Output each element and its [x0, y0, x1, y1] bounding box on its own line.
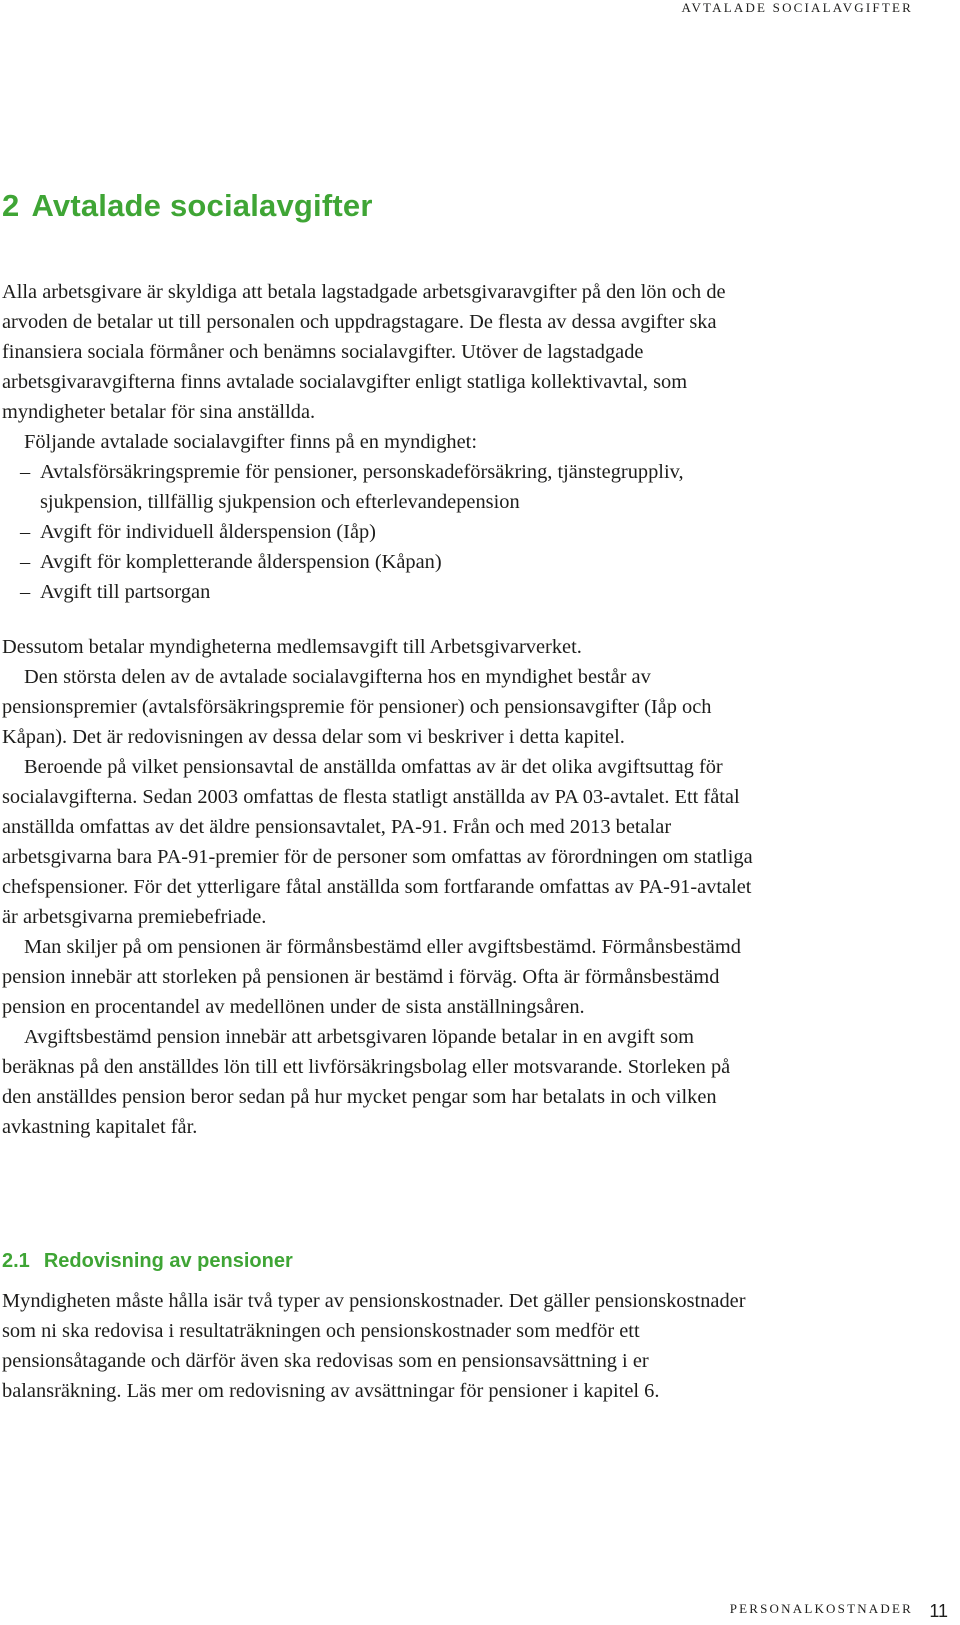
section-title [2, 1250, 293, 1273]
main-paragraph-2: Den största delen av de avtalade socialavgifterna hos en myndighet består av pensionspremier (avtalsförsäkringspremie för pensioner) och pensionsavgifter (Iåp och Kåpan). Det är redovisningen av dessa delar som vi beskriver i detta kapitel. [2, 666, 712, 748]
running-footer: PERSONALKOSTNADER [729, 1601, 913, 1616]
chapter-number: 2 [2, 188, 20, 223]
intro-paragraph-1: Alla arbetsgivare är skyldiga att betala lagstadgade arbetsgivaravgifter på den lön och de arvoden de betalar ut till personalen och uppdragstagare. De flesta av dessa avgifter ska finansiera sociala förmåner och benämns socialavgifter. Utöver de lagstadgade arbetsgivaravgifterna finns avtalade socialavgifter enligt statliga kollektivavtal, som myndigheter betalar för sina anställda. [2, 281, 726, 423]
section-block [2, 1286, 762, 1406]
main-paragraph-5: Avgiftsbestämd pension innebär att arbetsgivaren löpande betalar in en avgift som beräknas på den anställdes lön till ett livförsäkringsbolag eller motsvarande. Storleken på den anställdes pension beror sedan på hur mycket pengar som har betalats in och vilken avkastning kapitalet får. [2, 1026, 731, 1138]
list-item: – Avtalsförsäkringspremie för pensioner, personskadeförsäkring, tjänstegruppliv, sjukpension, tillfällig sjukpension och efterlevandepension [2, 457, 762, 517]
list-item: – Avgift till partsorgan [2, 577, 762, 607]
main-paragraph-1: Dessutom betalar myndigheterna medlemsavgift till Arbetsgivarverket. [2, 636, 582, 658]
intro-paragraph-2: Följande avtalade socialavgifter finns på en myndighet: [24, 431, 477, 453]
running-header: AVTALADE SOCIALAVGIFTER [681, 0, 913, 15]
main-paragraph-3: Beroende på vilket pensionsavtal de anställda omfattas av är det olika avgiftsuttag för socialavgifterna. Sedan 2003 omfattas de flesta statligt anställda av PA 03-avtalet. Ett fåtal anställda omfattas av det äldre pensionsavtalet, PA-91. Från och med 2013 betalar arbetsgivarna bara PA-91-premier för de personer som omfattas av förordningen om statliga chefspensioner. För det ytterligare fåtal anställda som fortfarande omfattas av PA-91-avtalet är arbetsgivarna premiebefriade. [2, 756, 753, 928]
page-number: 11 [929, 1601, 948, 1621]
list-item: – Avgift för individuell ålderspension (Iåp) [2, 517, 762, 547]
chapter-title [2, 188, 373, 224]
section-title-text: Redovisning av pensioner [43, 1250, 293, 1272]
main-paragraph-4: Man skiljer på om pensionen är förmånsbestämd eller avgiftsbestämd. Förmånsbestämd pension innebär att storleken på pensionen är bestämd i förväg. Ofta är förmånsbestämd pension en procentandel av medellönen under de sista anställningsåren. [2, 936, 741, 1018]
intro-block [2, 277, 762, 607]
socialavgifter-list [2, 457, 762, 607]
section-paragraph-1: Myndigheten måste hålla isär två typer av pensionskostnader. Det gäller pensionskostnader som ni ska redovisa i resultaträkningen och pensionskostnader som medför ett pensionsåtagande och därför även ska redovisas som en pensionsavsättning i er balansräkning. Läs mer om redovisning av avsättningar för pensioner i kapitel 6. [2, 1290, 746, 1402]
section-number: 2.1 [2, 1250, 30, 1272]
chapter-title-text: Avtalade socialavgifter [31, 188, 373, 223]
list-item: – Avgift för kompletterande ålderspension (Kåpan) [2, 547, 762, 577]
main-block [2, 632, 762, 1142]
